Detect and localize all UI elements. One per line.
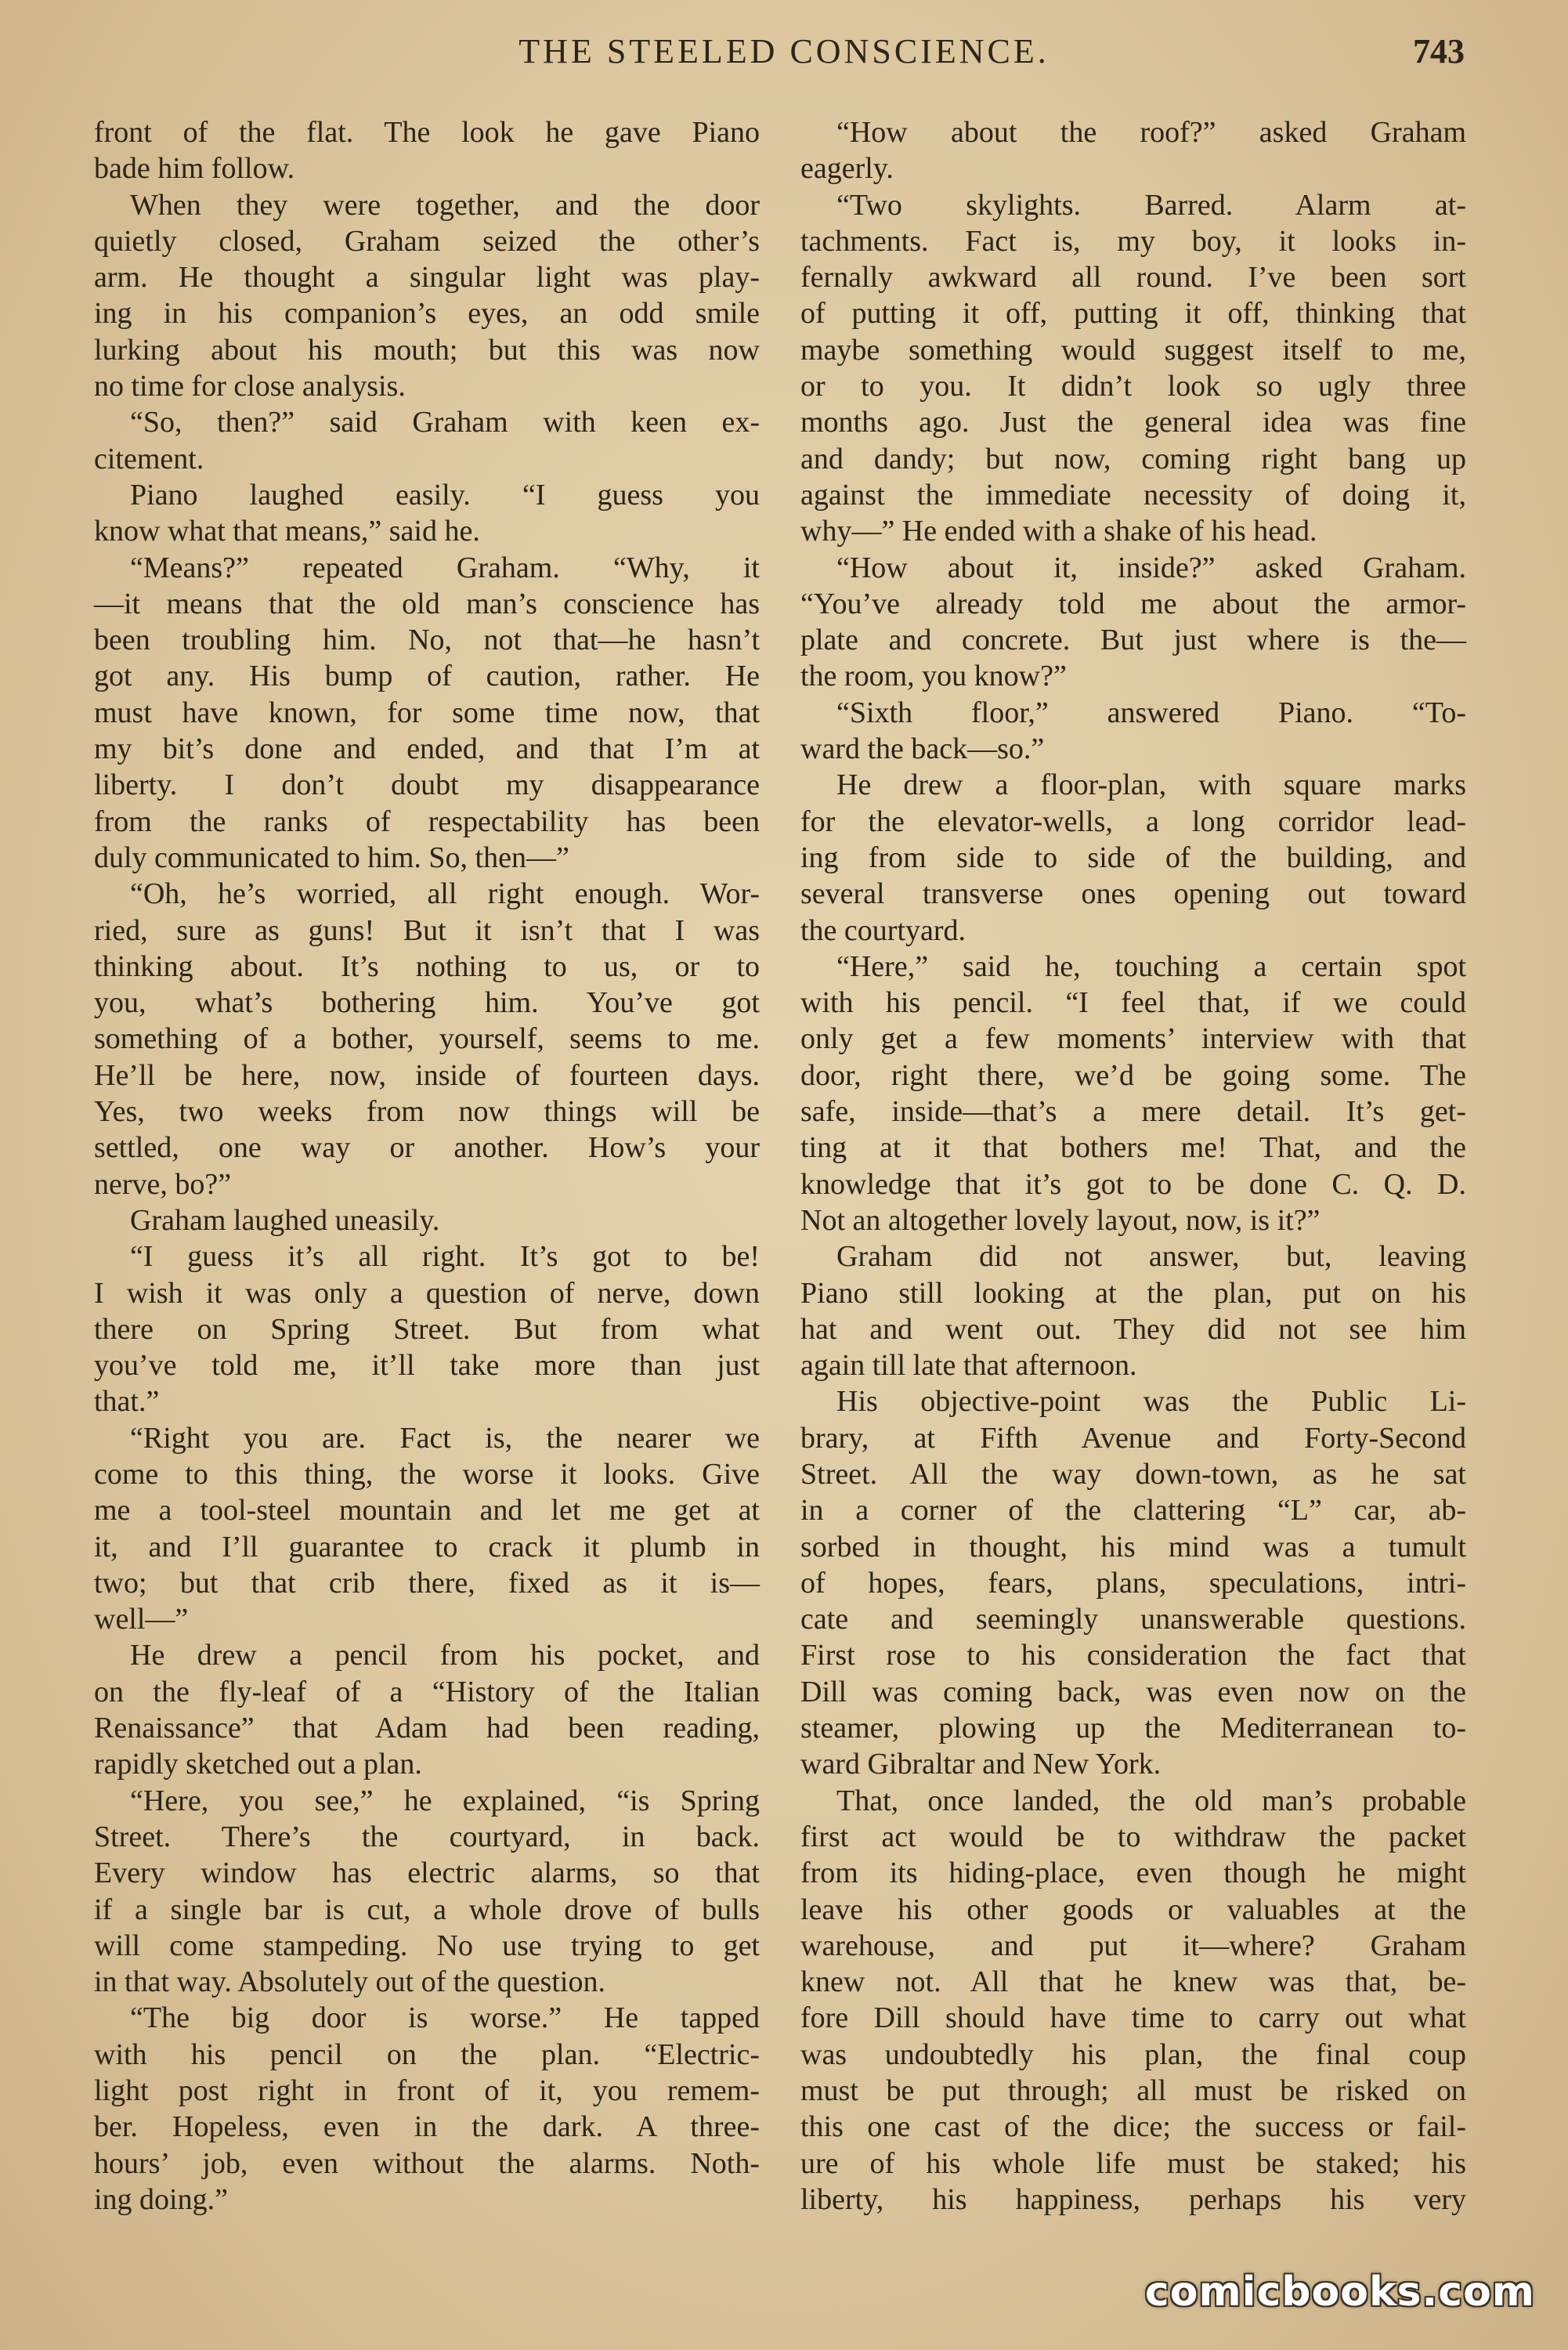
text-line: light post right in front of it, you remem- bbox=[94, 2074, 760, 2108]
text-line: and dandy; but now, coming right bang up bbox=[800, 442, 1466, 475]
text-line: of putting it off, putting it off, thinking that bbox=[800, 297, 1466, 331]
text-line: something of a bother, yourself, seems to me. bbox=[94, 1022, 760, 1056]
text-line: that.” bbox=[94, 1385, 160, 1419]
text-line: tachments. Fact is, my boy, it looks in- bbox=[800, 224, 1466, 258]
text-line: leave his other goods or valuables at the bbox=[800, 1893, 1466, 1926]
text-line: quietly closed, Graham seized the other’s bbox=[94, 224, 760, 258]
text-line: this one cast of the dice; the success or fail- bbox=[800, 2110, 1466, 2144]
text-line: duly communicated to him. So, then—” bbox=[94, 841, 569, 874]
text-line: First rose to his consideration the fact that bbox=[800, 1639, 1466, 1672]
text-line: the room, you know?” bbox=[800, 660, 1067, 693]
text-line: will come stampeding. No use trying to get bbox=[94, 1929, 760, 1962]
text-line: no time for close analysis. bbox=[94, 370, 406, 403]
text-line: ward the back—so.” bbox=[800, 732, 1045, 766]
text-line: cate and seemingly unanswerable questions. bbox=[800, 1603, 1466, 1636]
text-line: brary, at Fifth Avenue and Forty-Second bbox=[800, 1421, 1466, 1455]
text-line: months ago. Just the general idea was fine bbox=[800, 406, 1466, 439]
text-line: knowledge that it’s got to be done C. Q. D. bbox=[800, 1167, 1466, 1201]
text-line: liberty. I don’t doubt my disappearance bbox=[94, 768, 760, 802]
running-title: THE STEELED CONSCIENCE. bbox=[518, 32, 1050, 70]
text-line: Yes, two weeks from now things will be bbox=[94, 1095, 760, 1129]
text-line: from the ranks of respectability has been bbox=[94, 804, 760, 838]
text-line: why—” He ended with a shake of his head. bbox=[800, 515, 1317, 548]
text-line: safe, inside—that’s a mere detail. It’s get- bbox=[800, 1095, 1466, 1129]
text-line: He’ll be here, now, inside of fourteen days. bbox=[94, 1058, 760, 1092]
text-line: nerve, bo?” bbox=[94, 1167, 232, 1201]
text-line: against the immediate necessity of doing it, bbox=[800, 478, 1466, 512]
text-line: citement. bbox=[94, 442, 204, 475]
text-line: with his pencil on the plan. “Electric- bbox=[94, 2037, 760, 2071]
text-line: know what that means,” said he. bbox=[94, 515, 480, 548]
text-line: you’ve told me, it’ll take more than just bbox=[94, 1349, 760, 1383]
text-line: my bit’s done and ended, and that I’m at bbox=[94, 732, 760, 766]
text-line: if a single bar is cut, a whole drove of bulls bbox=[94, 1893, 760, 1926]
text-line: Not an altogether lovely layout, now, is it?” bbox=[800, 1203, 1321, 1237]
text-line: with his pencil. “I feel that, if we could bbox=[800, 986, 1466, 1020]
text-line: —it means that the old man’s conscience has bbox=[94, 587, 760, 620]
text-line: Street. All the way down-town, as he sat bbox=[800, 1457, 1466, 1491]
text-line: fernally awkward all round. I’ve been sort bbox=[800, 261, 1466, 295]
text-line: “Two skylights. Barred. Alarm at- bbox=[836, 188, 1466, 222]
text-line: “Sixth floor,” answered Piano. “To- bbox=[836, 696, 1466, 729]
text-line: “The big door is worse.” He tapped bbox=[130, 2001, 760, 2035]
page-number: 743 bbox=[1413, 32, 1465, 70]
text-line: steamer, plowing up the Mediterranean to- bbox=[800, 1712, 1466, 1745]
text-line: ried, sure as guns! But it isn’t that I was bbox=[94, 913, 760, 947]
text-line: got any. His bump of caution, rather. He bbox=[94, 660, 760, 693]
text-line: lurking about his mouth; but this was now bbox=[94, 333, 760, 367]
text-line: you, what’s bothering him. You’ve got bbox=[94, 986, 760, 1020]
text-line: “Right you are. Fact is, the nearer we bbox=[130, 1421, 760, 1455]
text-line: the courtyard. bbox=[800, 913, 966, 947]
text-line: ward Gibraltar and New York. bbox=[800, 1748, 1162, 1781]
text-line: ure of his whole life must be staked; his bbox=[800, 2146, 1466, 2180]
text-line: in a corner of the clattering “L” car, ab- bbox=[800, 1494, 1466, 1528]
text-line: Piano laughed easily. “I guess you bbox=[130, 478, 760, 512]
text-line: He drew a floor-plan, with square marks bbox=[836, 768, 1466, 802]
text-line: fore Dill should have time to carry out what bbox=[800, 2001, 1466, 2035]
text-line: maybe something would suggest itself to me, bbox=[800, 333, 1466, 367]
text-line: “How about the roof?” asked Graham bbox=[836, 116, 1466, 149]
text-line: “You’ve already told me about the armor- bbox=[800, 587, 1466, 620]
right-text-column bbox=[800, 114, 1466, 2218]
text-line: ing doing.” bbox=[94, 2182, 228, 2216]
text-line: “Here,” said he, touching a certain spot bbox=[836, 949, 1466, 983]
text-line: warehouse, and put it—where? Graham bbox=[800, 1929, 1466, 1962]
text-line: arm. He thought a singular light was play- bbox=[94, 261, 760, 295]
text-line: well—” bbox=[94, 1603, 189, 1636]
text-line: come to this thing, the worse it looks. Give bbox=[94, 1457, 760, 1491]
text-line: Every window has electric alarms, so that bbox=[94, 1856, 760, 1890]
text-line: ing from side to side of the building, and bbox=[800, 841, 1466, 874]
text-line: “I guess it’s all right. It’s got to be! bbox=[130, 1240, 760, 1274]
text-line: I wish it was only a question of nerve, down bbox=[94, 1276, 760, 1310]
text-line: for the elevator-wells, a long corridor lead- bbox=[800, 804, 1466, 838]
text-line: ing in his companion’s eyes, an odd smile bbox=[94, 297, 760, 331]
text-line: sorbed in thought, his mind was a tumult bbox=[800, 1530, 1466, 1564]
text-line: door, right there, we’d be going some. The bbox=[800, 1058, 1466, 1092]
text-line: ber. Hopeless, even in the dark. A three- bbox=[94, 2110, 760, 2144]
text-line: only get a few moments’ interview with that bbox=[800, 1022, 1466, 1056]
text-line: Piano still looking at the plan, put on his bbox=[800, 1276, 1466, 1310]
text-line: been troubling him. No, not that—he hasn’t bbox=[94, 624, 760, 657]
text-line: ting at it that bothers me! That, and the bbox=[800, 1131, 1466, 1165]
text-line: “Oh, he’s worried, all right enough. Wor- bbox=[130, 877, 760, 911]
text-line: in that way. Absolutely out of the question. bbox=[94, 1965, 605, 1999]
text-line: first act would be to withdraw the packet bbox=[800, 1820, 1466, 1853]
text-line: me a tool-steel mountain and let me get at bbox=[94, 1494, 760, 1528]
left-text-column bbox=[94, 114, 760, 2218]
text-line: “Means?” repeated Graham. “Why, it bbox=[130, 551, 760, 584]
text-line: rapidly sketched out a plan. bbox=[94, 1748, 422, 1781]
page-header bbox=[0, 31, 1568, 86]
text-line: That, once landed, the old man’s probable bbox=[836, 1784, 1466, 1817]
text-line: there on Spring Street. But from what bbox=[94, 1312, 760, 1346]
text-line: eagerly. bbox=[800, 152, 894, 186]
text-line: must have known, for some time now, that bbox=[94, 696, 760, 729]
text-line: Renaissance” that Adam had been reading, bbox=[94, 1712, 760, 1745]
text-line: on the fly-leaf of a “History of the Italian bbox=[94, 1675, 760, 1708]
text-line: Dill was coming back, was even now on the bbox=[800, 1675, 1466, 1708]
text-line: from its hiding-place, even though he might bbox=[800, 1856, 1466, 1890]
text-line: When they were together, and the door bbox=[130, 188, 760, 222]
text-line: knew not. All that he knew was that, be- bbox=[800, 1965, 1466, 1999]
text-line: two; but that crib there, fixed as it is— bbox=[94, 1566, 760, 1600]
text-line: liberty, his happiness, perhaps his very bbox=[800, 2182, 1466, 2216]
text-line: “How about it, inside?” asked Graham. bbox=[836, 551, 1466, 584]
site-watermark: comicbooks.com bbox=[1144, 2269, 1535, 2316]
text-line: Graham did not answer, but, leaving bbox=[836, 1240, 1466, 1274]
text-line: was undoubtedly his plan, the final coup bbox=[800, 2037, 1466, 2071]
text-line: bade him follow. bbox=[94, 152, 295, 186]
text-line: it, and I’ll guarantee to crack it plumb in bbox=[94, 1530, 760, 1564]
text-line: Street. There’s the courtyard, in back. bbox=[94, 1820, 760, 1853]
text-line: hat and went out. They did not see him bbox=[800, 1312, 1466, 1346]
text-line: plate and concrete. But just where is the— bbox=[800, 624, 1466, 657]
text-line: must be put through; all must be risked on bbox=[800, 2074, 1466, 2108]
text-line: several transverse ones opening out toward bbox=[800, 877, 1466, 911]
text-line: “So, then?” said Graham with keen ex- bbox=[130, 406, 760, 439]
text-line: or to you. It didn’t look so ugly three bbox=[800, 370, 1466, 403]
text-line: of hopes, fears, plans, speculations, intri- bbox=[800, 1566, 1466, 1600]
text-line: hours’ job, even without the alarms. Noth- bbox=[94, 2146, 760, 2180]
text-line: “Here, you see,” he explained, “is Spring bbox=[130, 1784, 760, 1817]
text-line: thinking about. It’s nothing to us, or to bbox=[94, 949, 760, 983]
text-line: Graham laughed uneasily. bbox=[130, 1203, 440, 1237]
text-line: front of the flat. The look he gave Piano bbox=[94, 116, 760, 149]
text-line: His objective-point was the Public Li- bbox=[836, 1385, 1466, 1419]
text-line: again till late that afternoon. bbox=[800, 1349, 1137, 1383]
text-line: settled, one way or another. How’s your bbox=[94, 1131, 760, 1165]
text-line: He drew a pencil from his pocket, and bbox=[130, 1639, 760, 1672]
